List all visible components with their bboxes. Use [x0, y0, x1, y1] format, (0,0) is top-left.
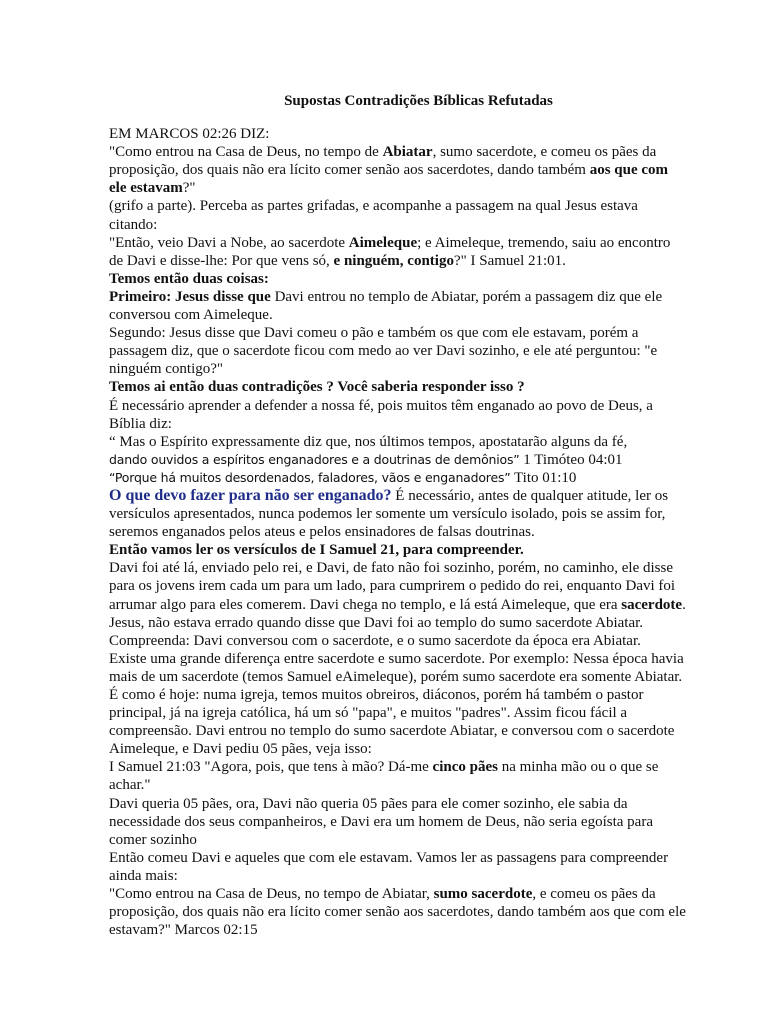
bold-sacerdote: sacerdote [621, 596, 683, 613]
bold-cinco-paes: cinco pães [432, 759, 498, 776]
bold-aos-que: aos que com ele estavam [109, 162, 669, 197]
quote-sans-timoteo: dando ouvidos a espíritos enganadores e a doutrinas de demônios” [109, 451, 520, 467]
paragraph-timoteo: “ Mas o Espírito expressamente diz que, nos últimos tempos, apostatarão alguns da fé, dando ouvidos a espíritos enganadores e a doutrinas de demônios” 1 Timóteo 04:01 [109, 433, 628, 468]
paragraph-question: O que devo fazer para não ser enganado? É necessário, antes de qualquer atitude, ler os versículos apresentados, nunca podemos ler somente um versículo isolado, pois se assim for, seremos enganados pelos ateus e pelos ensinadores de falsas doutrinas. [109, 486, 669, 541]
paragraph-marcos-final: "Como entrou na Casa de Deus, no tempo de Abiatar, sumo sacerdote, e comeu os pães da proposição, dos quais não era lícito comer senão aos sacerdotes, dando também aos que com ele estavam?" Marcos 02:15 [109, 886, 686, 939]
paragraph-davi-foi: Davi foi até lá, enviado pelo rei, e Davi, de fato não foi sozinho, porém, no caminho, ele disse para os jovens irem cada um para um lado, para cumprirem o pedido do rei, enquanto Davi foi arrumar algo para eles comerem. Davi chega no templo, e lá está Aimeleque, que era sacerdote. Jesus, não estava errado quando disse que Davi foi ao templo do sumo sacerdote Abiatar. Compreenda: Davi conversou com o sacerdote, e o sumo sacerdote da época era Abiatar. [109, 560, 686, 649]
bold-abiatar: Abiatar [382, 144, 433, 161]
paragraph-entao-comeu: Então comeu Davi e aqueles que com ele estavam. Vamos ler as passagens para compreender ainda mais: [109, 849, 669, 884]
document-title: Supostas Contradições Bíblicas Refutadas [284, 93, 553, 109]
heading-vamos-ler: Então vamos ler os versículos de I Samuel 21, para compreender. [109, 542, 524, 559]
paragraph-diferenca: Existe uma grande diferença entre sacerdote e sumo sacerdote. Por exemplo: Nessa época havia mais de um sacerdote (temos Samuel eAimeleque), porém sumo sacerdote era somente Abiatar. É como é hoje: numa igreja, temos muitos obreiros, diáconos, porém há também o pastor principal, já na igreja católica, há um só "papa", e muitos "padres". Assim ficou fácil a compreensão. Davi entrou no templo do sumo sacerdote Abiatar, e conversou com o sacerdote Aimeleque, e Davi pediu 05 pães, veja isso: [109, 650, 684, 758]
paragraph-primeiro: Primeiro: Jesus disse que Davi entrou no templo de Abiatar, porém a passagem diz que ele conversou com Aimeleque. [109, 288, 663, 324]
paragraph-grifo: (grifo a parte). Perceba as partes grifadas, e acompanhe a passagem na qual Jesus estava citando: [109, 198, 638, 233]
bold-ninguem: e ninguém, contigo [333, 252, 454, 269]
paragraph-davi-queria: Davi queria 05 pães, ora, Davi não queria 05 pães para ele comer sozinho, ele sabia da necessidade dos seus companheiros, e Davi era um homem de Deus, não seria egoísta para comer sozinho [109, 795, 653, 848]
bold-primeiro: Primeiro: Jesus disse que [109, 288, 271, 305]
quote-sans-tito: “Porque há muitos desordenados, faladores, vãos e enganadores” [109, 469, 511, 485]
blue-question: O que devo fazer para não ser enganado? [109, 486, 392, 504]
paragraph-necessario: É necessário aprender a defender a nossa fé, pois muitos têm enganado ao povo de Deus, a Bíblia diz: [109, 397, 653, 432]
paragraph-samuel-quote: "Então, veio Davi a Nobe, ao sacerdote Aimeleque; e Aimeleque, tremendo, saiu ao encontro de Davi e disse-lhe: Por que vens só, e ninguém, contigo?" I Samuel 21:01. [109, 234, 671, 269]
bold-aimeleque: Aimeleque [348, 234, 418, 251]
paragraph-intro: EM MARCOS 02:26 DIZ: [109, 126, 270, 143]
paragraph-marcos-quote: "Como entrou na Casa de Deus, no tempo de Abiatar, sumo sacerdote, e comeu os pães da proposição, dos quais não era lícito comer senão aos sacerdotes, dando também aos que com ele estavam?" [109, 144, 669, 197]
heading-contradicoes: Temos ai então duas contradições ? Você saberia responder isso ? [109, 379, 525, 396]
paragraph-tito: “Porque há muitos desordenados, faladores, vãos e enganadores” Tito 01:10 [109, 469, 577, 486]
paragraph-samuel-2103: I Samuel 21:03 "Agora, pois, que tens à mão? Dá-me cinco pães na minha mão ou o que se achar." [109, 759, 659, 794]
heading-duas-coisas: Temos então duas coisas: [109, 270, 269, 287]
bold-sumo-sacerdote: sumo sacerdote [433, 886, 533, 903]
paragraph-segundo: Segundo: Jesus disse que Davi comeu o pão e também os que com ele estavam, porém a passagem diz, que o sacerdote ficou com medo ao ver Davi sozinho, e ele até perguntou: "e ninguém contigo?" [109, 325, 658, 378]
